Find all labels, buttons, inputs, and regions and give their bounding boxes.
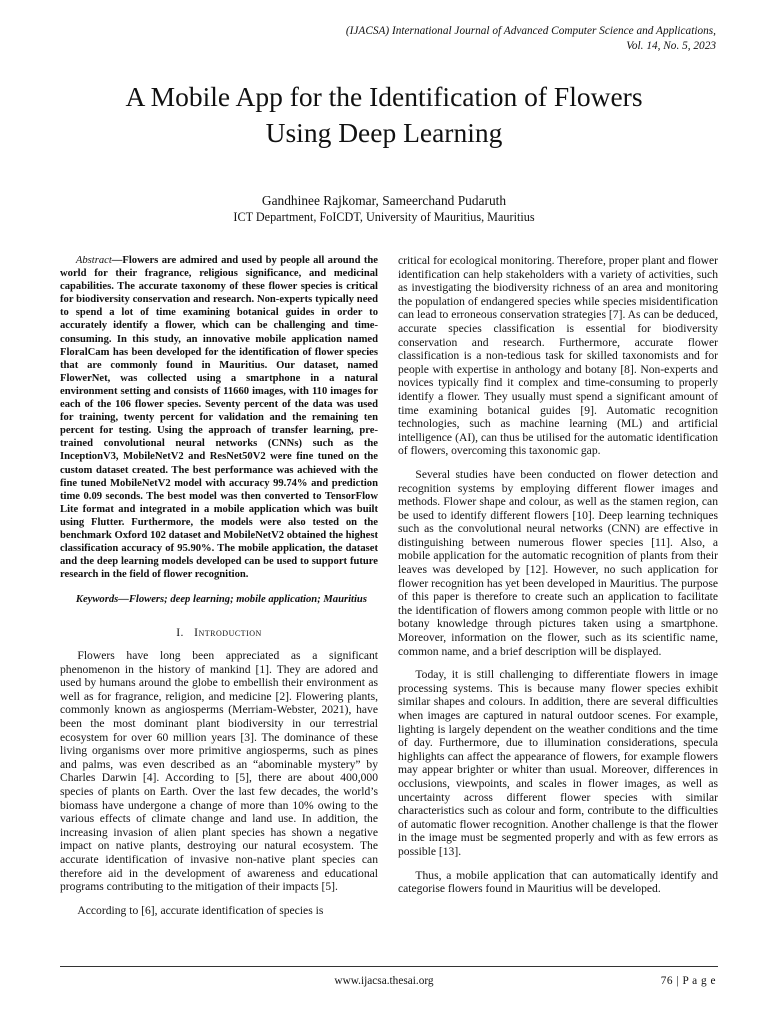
abstract — [60, 254, 378, 581]
affiliation: ICT Department, FoICDT, University of Mauritius, Mauritius — [233, 210, 535, 224]
title-line-2: Using Deep Learning — [265, 117, 503, 148]
paragraph: critical for ecological monitoring. Therefore, proper plant and flower identification can help stakeholders with a variety of activities, such as investigating the biodiversity richness of an area and monitoring the population of endangered species while species misidentification can lead to erroneous conservation strategies [7]. As can be deduced, accurate species classification is essential for biodiversity conservation and research. Furthermore, accurate flower classification is a non-tedious task for skilled taxonomists and for people with expertise in anthology and botany [8]. Non-experts and novices typically find it complex and time-consuming to properly identify a flower. They usually must spend a significant amount of time examining botanical guides [9]. Automatic recognition technologies, such as machine learning (ML) and artificial intelligence (AI), can thus be utilised for the automatic identification of flowers, overcoming this taxonomic gap. — [398, 254, 718, 458]
authors: Gandhinee Rajkomar, Sameerchand Pudaruth — [261, 193, 507, 208]
journal-name: (IJACSA) International Journal of Advanced Computer Science and Applications, — [345, 25, 716, 37]
running-header — [346, 24, 716, 54]
page-number: 76 | P a g e — [660, 975, 716, 987]
abstract-label: Abstract — [75, 255, 112, 266]
keywords-label: Keywords — [75, 594, 119, 606]
section-heading — [60, 626, 378, 640]
footer-rule — [60, 966, 718, 967]
right-column — [398, 254, 718, 906]
title-line-1: A Mobile App for the Identification of Flowers — [125, 81, 643, 112]
paper-title — [0, 79, 768, 151]
section-number: I. — [176, 626, 184, 640]
paragraph: According to [6], accurate identification of species is — [77, 903, 324, 917]
abstract-text: —Flowers are admired and used by people all around the world for their fragrance, religious significance, and medicinal capabilities. The accurate taxonomy of these flower species is critical for biodiversity conservation and research. Non-experts typically need to spend a lot of time examining botanical guides in order to accurately identify a flower, which can be challenging and time-consuming. In this study, an innovative mobile application named FloralCam has been developed for the identification of flower species that are commonly found in Mauritius. Our dataset, named FlowerNet, was collected using a smartphone in a natural environment setting and consists of 11660 images, with 110 images for each of the 106 flower species. Seventy percent of the data was used for training, twenty percent for validation and the remaining ten percent for testing. Using the approach of transfer learning, pre-trained convolutional neural networks (CNNs) such as the InceptionV3, MobileNetV2 and ResNet50V2 were fine tuned on the custom dataset created. The best performance was achieved with the fine tuned MobileNetV2 model with accuracy 99.74% and prediction time 0.09 seconds. The best model was then converted to TensorFlow Lite format and integrated in a mobile application which was built using Flutter. Furthermore, the models were also tested on the benchmark Oxford 102 dataset and MobileNetV2 obtained the highest classification accuracy of 95.90%. The mobile application, the dataset and the deep learning models developed can be used to support future research in the field of flower recognition. — [60, 255, 378, 581]
footer-website: www.ijacsa.thesai.org — [334, 975, 434, 987]
section-title: Introduction — [194, 626, 262, 640]
left-column — [60, 254, 378, 927]
paragraph: Flowers have long been appreciated as a significant phenomenon in the history of mankind [1]. They are adored and used by humans around the globe to embellish their environment as well as for fragrance, religion, and medicine [2]. Flowering plants, commonly known as angiosperms (Merriam-Webster, 2021), have been the most dominant plant biodiversity in our terrestrial ecosystem for over 60 million years [3]. The dominance of these living organisms over more primitive angiosperms, such as pines and palms, was even described as an “abominable mystery” by Charles Darwin [4]. According to [5], there are about 400,000 species of plants on Earth. Over the last few decades, the world’s biomass have undergone a change of more than 10% owing to the various effects of climate change and land use. In addition, the increasing invasion of alien plant species has shown a negative impact on native plants, destroying our natural ecosystem. The accurate identification of invasive non-native plant species can therefore aid in the development of awareness and educational programs contributing to the mitigation of their impacts [5]. — [60, 649, 378, 894]
paragraph: Today, it is still challenging to differentiate flowers in image processing systems. This is because many flower species exhibit similar shapes and colours. In addition, there are several difficulties when images are captured in natural outdoor scenes. For example, lighting is largely dependent on the weather conditions and the time of day. Furthermore, due to illumination considerations, specula highlights can affect the appearance of flowers, for example flowers may appear brighter or whiter than usual. Moreover, differences in occlusions, viewpoints, and scales in flower images, as well as uncertainty across different flower species with similar characteristics such as colour and form, contribute to the difficulties of automatic flower recognition. Another challenge is that the flower in the image must be segmented properly and with as few errors as possible [13]. — [398, 668, 718, 858]
volume-info: Vol. 14, No. 5, 2023 — [626, 40, 716, 52]
paragraph: Several studies have been conducted on flower detection and recognition systems by employing different flower images and methods. Flower shape and colour, as well as the stamen region, can be used to identify different flowers [10]. Deep learning techniques such as the convolutional neural networks (CNN) are effective in distinguishing between numerous flower species [11]. Also, a mobile application for the automatic recognition of plants from their leaves was developed by [12]. However, no such application for flower recognition has yet been developed in Mauritius. The purpose of this paper is therefore to create such an application to facilitate the identification of flowers among common people with little or no botany knowledge through pictures taken using a smartphone. Moreover, information on the flower, such as its scientific name, common name, and a brief description will be displayed. — [398, 467, 718, 658]
keywords-text: —Flowers; deep learning; mobile application; Mauritius — [118, 594, 367, 606]
keywords — [60, 593, 378, 606]
paragraph: Thus, a mobile application that can automatically identify and categorise flowers found in Mauritius will be developed. — [398, 868, 718, 896]
